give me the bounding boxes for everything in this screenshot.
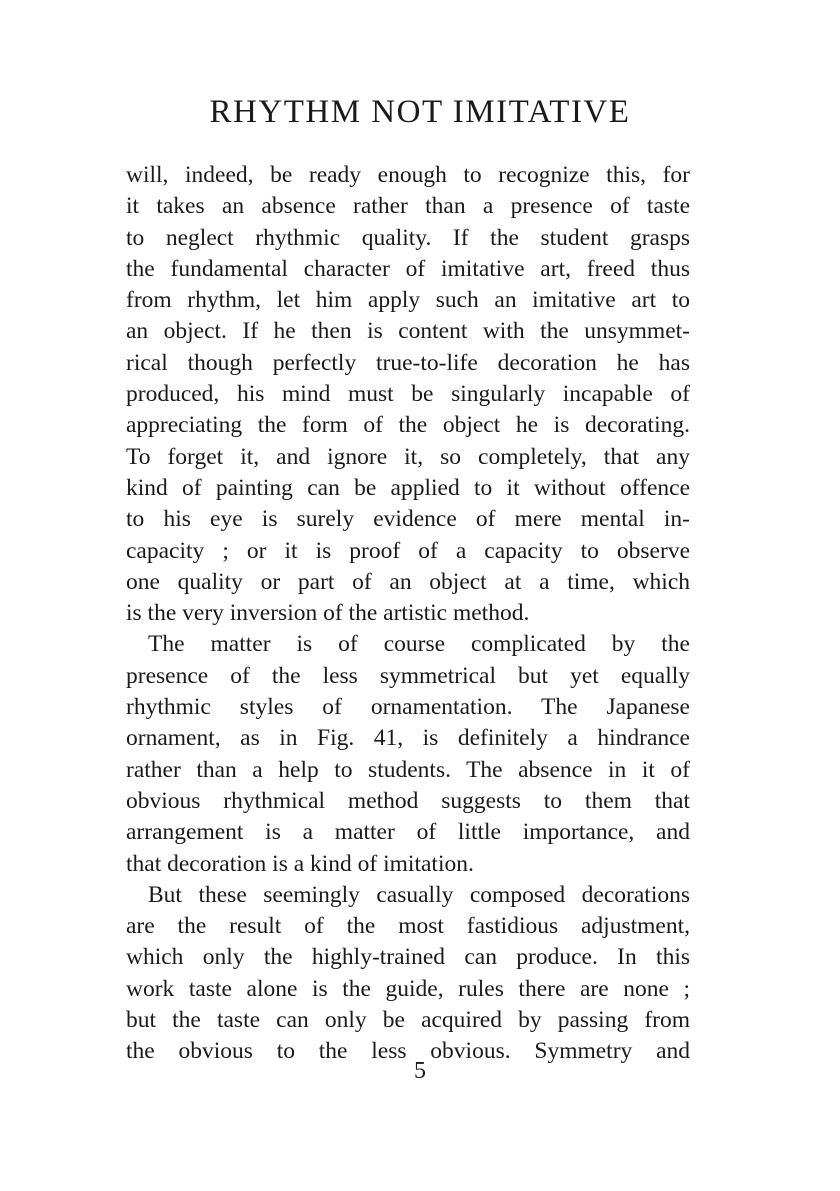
text-line: will, indeed, be ready enough to recognize this, for [126, 162, 690, 188]
text-line: which only the highly-trained can produce. In this [126, 944, 690, 971]
text-line: To forget it, and ignore it, so completely, that any [126, 443, 690, 470]
text-line: rhythmic styles of ornamentation. The Japanese [126, 694, 690, 721]
text-line: presence of the less symmetrical but yet equally [126, 662, 690, 689]
running-head: RHYTHM NOT IMITATIVE [209, 94, 631, 130]
page-number: 5 [414, 1058, 426, 1084]
text-line: capacity ; or it is proof of a capacity to observe [126, 537, 690, 564]
text-line: The matter is of course complicated by the [148, 631, 690, 658]
text-line: but the taste can only be acquired by passing from [126, 1007, 690, 1034]
text-line: are the result of the most fastidious adjustment, [126, 913, 690, 940]
text-line: rather than a help to students. The absence in it of [126, 756, 690, 783]
text-line: is the very inversion of the artistic method. [126, 600, 530, 627]
text-line: But these seemingly casually composed decorations [148, 881, 690, 908]
text-line: ornament, as in Fig. 41, is definitely a hindrance [126, 725, 690, 752]
paragraph [126, 880, 690, 1068]
text-line: an object. If he then is content with the unsymmet- [126, 318, 690, 345]
text-line: it takes an absence rather than a presence of taste [126, 193, 690, 220]
text-line: work taste alone is the guide, rules there are none ; [126, 975, 690, 1002]
text-line: the obvious to the less obvious. Symmetry and [126, 1038, 690, 1065]
text-line: kind of painting can be applied to it without offence [126, 474, 690, 501]
body-text [126, 160, 690, 1068]
text-line: produced, his mind must be singularly incapable of [126, 381, 690, 408]
text-line: appreciating the form of the object he is decorating. [126, 412, 690, 439]
text-line: that decoration is a kind of imitation. [126, 850, 474, 877]
paragraph [126, 160, 690, 629]
text-line: rical though perfectly true-to-life decoration he has [126, 349, 690, 376]
text-line: to neglect rhythmic quality. If the student grasps [126, 224, 690, 251]
text-line: from rhythm, let him apply such an imitative art to [126, 287, 690, 314]
text-line: the fundamental character of imitative art, freed thus [126, 255, 690, 282]
text-line: obvious rhythmical method suggests to them that [126, 787, 690, 814]
text-line: arrangement is a matter of little importance, and [126, 819, 690, 846]
text-line: one quality or part of an object at a time, which [126, 568, 690, 595]
text-line: to his eye is surely evidence of mere mental in- [126, 506, 690, 533]
paragraph [126, 629, 690, 879]
